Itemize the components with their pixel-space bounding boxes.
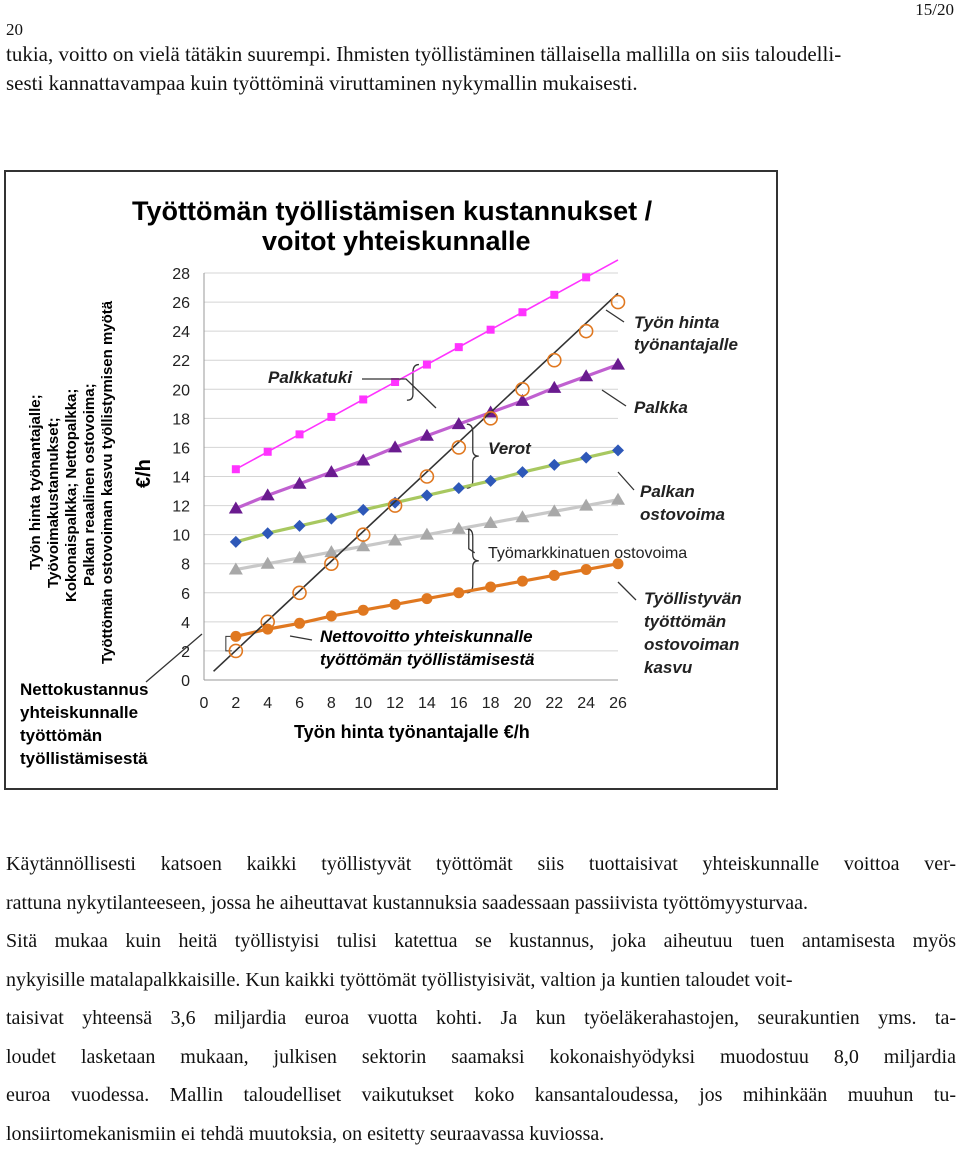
body-line: nykyisille matalapalkkaisille. Kun kaikki työttömät työllistyisivät, valtion ja kuntien taloudet voit- — [6, 968, 793, 991]
y-axis-label-line: Palkan reaalinen ostovoima; — [81, 383, 98, 586]
chart-title-line: Työttömän työllistämisen kustannukset / — [132, 196, 653, 226]
body-line: Käytännöllisesti katsoen kaikki työllistyvät työttömät siis tuottaisivat yhteiskunnalle voittoa ver- — [6, 853, 956, 875]
intro-line: sesti kannattavampaa kuin työttöminä viruttaminen nykymallin mukaisesti. — [6, 71, 638, 95]
data-point — [262, 527, 274, 539]
leader-line-nettokustannus — [146, 634, 202, 682]
y-tick-label: 26 — [172, 295, 190, 313]
data-point — [294, 618, 305, 629]
x-tick-label: 2 — [231, 695, 241, 712]
y-tick-label: 2 — [181, 643, 190, 661]
annotation-tyon-hinta: Työn hinta — [634, 313, 720, 332]
annotation-nettokustannus: yhteiskunnalle — [20, 703, 139, 722]
data-point — [326, 611, 337, 622]
x-tick-label: 8 — [326, 695, 336, 712]
data-point — [611, 358, 625, 370]
chart-brackets — [226, 365, 479, 651]
data-point — [294, 520, 306, 532]
data-point — [581, 564, 592, 575]
y-tick-label: 24 — [172, 324, 190, 342]
annotation-nettokustannus: Nettokustannus — [20, 680, 149, 699]
annotation-tyollistyvan: Työllistyvän — [644, 589, 742, 608]
annotation-verot: Verot — [488, 439, 531, 458]
data-point — [549, 570, 560, 581]
x-tick-label: 4 — [263, 695, 273, 712]
data-point — [453, 587, 464, 598]
x-tick-label: 0 — [199, 695, 209, 712]
data-point — [421, 489, 433, 501]
data-point — [327, 413, 335, 421]
y-tick-label: 22 — [172, 353, 190, 371]
body-line: rattuna nykytilanteeseen, jossa he aiheuttavat kustannuksia saadessaan passiivista työttömyysturvaa. — [6, 891, 809, 914]
body-line: lonsiirtomekanismiin ei tehdä muutoksia, on esitetty seuraavassa kuviossa. — [6, 1122, 605, 1145]
data-point — [550, 291, 558, 299]
y-axis-label-line: Työttömän ostovoiman kasvu työllistymisen myötä — [99, 300, 116, 664]
data-point — [453, 482, 465, 494]
leader-line-tyon-hinta — [606, 310, 624, 322]
y-axis-label-line: Työvoimakustannukset; — [45, 417, 62, 588]
series-3 — [229, 493, 625, 575]
page-number-left: 20 — [6, 20, 23, 39]
page-number-right: 15/20 — [915, 0, 954, 19]
annotation-palkka: Palkka — [634, 398, 688, 417]
data-point — [580, 452, 592, 464]
y-axis-label-line: Kokonaispalkka; Nettopalkka; — [63, 388, 80, 602]
x-tick-label: 16 — [449, 695, 468, 712]
annotation-tyollistyvan: kasvu — [644, 658, 693, 677]
leader-line-palkan-ostovoima — [618, 472, 634, 490]
chart-series — [214, 260, 625, 671]
series-0 — [232, 260, 618, 473]
x-tick-label: 18 — [481, 695, 500, 712]
series-5 — [214, 293, 625, 671]
annotation-nettovoitto: työttömän työllistämisestä — [320, 650, 535, 669]
y-tick-label: 12 — [172, 498, 190, 516]
y-tick-label: 14 — [172, 469, 190, 487]
y-tick-label: 8 — [181, 556, 190, 574]
annotation-nettovoitto: Nettovoitto yhteiskunnalle — [320, 627, 533, 646]
data-point — [517, 576, 528, 587]
annotation-palkan-ostovoima: Palkan — [640, 482, 695, 501]
annotation-tyollistyvan: työttömän — [644, 612, 727, 631]
body-line: loudet lasketaan mukaan, julkisen sektorin saamaksi kokonaishyödyksi muodostuu 8,0 miljardia — [6, 1045, 956, 1068]
intro-paragraph — [6, 40, 956, 98]
y-tick-label: 20 — [172, 382, 190, 400]
data-point — [230, 536, 242, 548]
y-tick-label: 6 — [181, 585, 190, 603]
body-paragraph — [6, 845, 956, 1153]
data-point — [230, 631, 241, 642]
y-tick-label: 18 — [172, 411, 190, 429]
data-point — [611, 493, 625, 505]
y-tick-label: 4 — [181, 614, 190, 632]
data-point — [518, 308, 526, 316]
leader-line-nettovoitto — [290, 636, 312, 640]
body-line: euroa vuodessa. Mallin taloudelliset vaikutukset koko kansantaloudessa, jos mihinkään muuhun tu- — [6, 1084, 956, 1106]
chart-title-line: voitot yhteiskunnalle — [262, 226, 531, 256]
data-point — [358, 605, 369, 616]
x-axis-label: Työn hinta työnantajalle €/h — [294, 722, 530, 742]
annotation-tyon-hinta: työnantajalle — [634, 335, 738, 354]
y-tick-label: 10 — [172, 527, 190, 545]
x-tick-label: 6 — [295, 695, 304, 712]
data-point — [390, 599, 401, 610]
y-tick-label: 0 — [181, 673, 190, 690]
annotation-tyollistyvan: ostovoiman — [644, 635, 740, 654]
data-point — [612, 444, 624, 456]
data-point — [296, 430, 304, 438]
x-tick-label: 22 — [545, 695, 564, 712]
x-tick-label: 20 — [513, 695, 532, 712]
data-point — [455, 343, 463, 351]
x-tick-label: 26 — [609, 695, 627, 712]
chart-svg — [6, 172, 776, 788]
y-tick-label: 16 — [172, 440, 190, 458]
annotation-palkan-ostovoima: ostovoima — [640, 505, 726, 524]
data-point — [487, 326, 495, 334]
annotation-palkkatuki: Palkkatuki — [268, 368, 353, 387]
leader-line-palkka — [602, 390, 626, 406]
data-point — [325, 513, 337, 525]
y-axis-label — [27, 300, 155, 664]
x-tick-label: 12 — [386, 695, 404, 712]
y-axis-label-line: Työn hinta työnantajalle; — [27, 394, 44, 570]
x-tick-label: 10 — [354, 695, 373, 712]
body-line: taisivat yhteensä 3,6 miljardia euroa vuotta kohti. Ja kun työeläkerahastojen, seurakuntien yms. ta- — [6, 1007, 956, 1029]
annotation-tyomarkkinatuen: Työmarkkinatuen ostovoima — [488, 545, 688, 562]
x-tick-label: 14 — [418, 695, 436, 712]
data-point — [264, 448, 272, 456]
intro-line: tukia, voitto on vielä tätäkin suurempi. Ihmisten työllistäminen tällaisella mallilla on siis taloudelli- — [6, 42, 842, 66]
body-line: Sitä mukaa kuin heitä työllistyisi tulisi katettua se kustannus, joka aiheutuu tuen antamisesta myös — [6, 930, 956, 952]
x-tick-label: 24 — [577, 695, 596, 712]
data-point — [421, 593, 432, 604]
y-axis-label-line: €/h — [133, 459, 155, 488]
x-tick-labels — [200, 695, 627, 712]
chart-figure — [4, 170, 778, 790]
annotation-nettokustannus: työttömän — [20, 726, 103, 745]
data-point — [485, 581, 496, 592]
data-point — [232, 465, 240, 473]
data-point — [359, 395, 367, 403]
data-point — [582, 273, 590, 281]
y-tick-labels — [172, 266, 190, 690]
y-tick-label: 28 — [172, 266, 190, 283]
data-point — [548, 459, 560, 471]
series-line — [214, 293, 618, 671]
annotation-nettokustannus: työllistämisestä — [20, 749, 148, 768]
leader-line-tyollistyvan — [618, 582, 636, 600]
chart-grid — [204, 273, 618, 680]
data-point — [423, 361, 431, 369]
